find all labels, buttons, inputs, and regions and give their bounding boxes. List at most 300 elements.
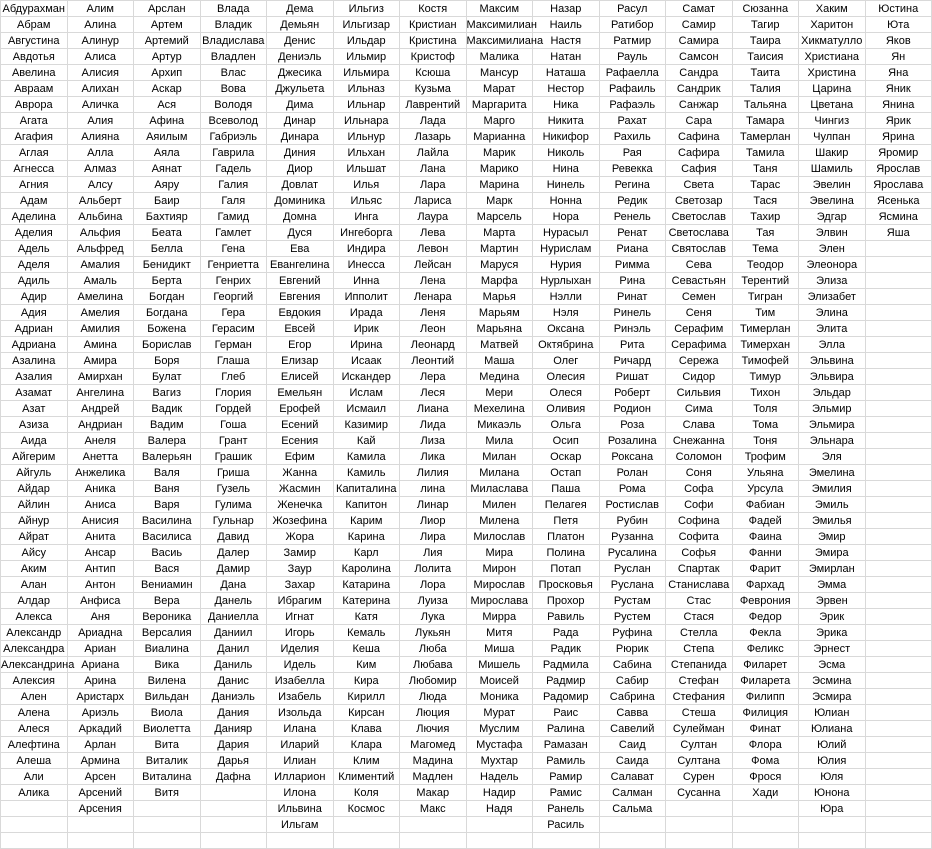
sheet-cell[interactable]: Леонард — [400, 337, 467, 353]
sheet-cell[interactable]: Таита — [732, 65, 799, 81]
sheet-cell[interactable]: Финат — [732, 721, 799, 737]
sheet-cell[interactable]: Кирсан — [333, 705, 400, 721]
sheet-cell[interactable]: Урсула — [732, 481, 799, 497]
sheet-cell[interactable]: Стефания — [666, 689, 733, 705]
sheet-cell[interactable]: Лилия — [400, 465, 467, 481]
sheet-cell[interactable]: Каролина — [333, 561, 400, 577]
sheet-cell[interactable]: Фанни — [732, 545, 799, 561]
sheet-cell[interactable]: Аскар — [134, 81, 201, 97]
sheet-cell[interactable]: Сандрик — [666, 81, 733, 97]
sheet-cell[interactable] — [865, 321, 932, 337]
sheet-cell[interactable]: Катарина — [333, 577, 400, 593]
sheet-cell[interactable]: Аяилым — [134, 129, 201, 145]
sheet-cell[interactable]: Евгений — [267, 273, 334, 289]
sheet-cell[interactable] — [865, 481, 932, 497]
sheet-cell[interactable]: Владлен — [200, 49, 267, 65]
sheet-cell[interactable]: Рафаиль — [599, 81, 666, 97]
sheet-cell[interactable]: Ильдар — [333, 33, 400, 49]
sheet-cell[interactable]: Антон — [67, 577, 134, 593]
sheet-cell[interactable]: Алиса — [67, 49, 134, 65]
sheet-cell[interactable]: Катерина — [333, 593, 400, 609]
sheet-cell[interactable]: Алихан — [67, 81, 134, 97]
sheet-cell[interactable]: Беата — [134, 225, 201, 241]
sheet-cell[interactable]: Самсон — [666, 49, 733, 65]
sheet-cell[interactable]: Ален — [1, 689, 68, 705]
sheet-cell[interactable]: Адиль — [1, 273, 68, 289]
sheet-cell[interactable]: Марик — [466, 145, 533, 161]
sheet-cell[interactable]: Маруся — [466, 257, 533, 273]
sheet-cell[interactable]: Леся — [400, 385, 467, 401]
sheet-cell[interactable]: Алика — [1, 785, 68, 801]
sheet-cell[interactable]: Глеб — [200, 369, 267, 385]
sheet-cell[interactable]: Милен — [466, 497, 533, 513]
sheet-cell[interactable]: Клим — [333, 753, 400, 769]
sheet-cell[interactable]: Юлия — [799, 753, 866, 769]
sheet-cell[interactable]: Лена — [400, 273, 467, 289]
sheet-cell[interactable] — [666, 817, 733, 833]
sheet-cell[interactable]: Стеша — [666, 705, 733, 721]
sheet-cell[interactable]: Мира — [466, 545, 533, 561]
sheet-cell[interactable]: Лукьян — [400, 625, 467, 641]
sheet-cell[interactable]: Ярослава — [865, 177, 932, 193]
sheet-cell[interactable]: Султан — [666, 737, 733, 753]
sheet-cell[interactable]: Алеша — [1, 753, 68, 769]
sheet-cell[interactable]: Рафаелла — [599, 65, 666, 81]
sheet-cell[interactable]: Марк — [466, 193, 533, 209]
sheet-cell[interactable]: Влада — [200, 1, 267, 17]
sheet-cell[interactable] — [865, 705, 932, 721]
sheet-cell[interactable]: Емельян — [267, 385, 334, 401]
sheet-cell[interactable] — [732, 817, 799, 833]
sheet-cell[interactable] — [865, 305, 932, 321]
sheet-cell[interactable]: Никита — [533, 113, 600, 129]
sheet-cell[interactable]: Ника — [533, 97, 600, 113]
sheet-cell[interactable]: Сафия — [666, 161, 733, 177]
sheet-cell[interactable]: Рамир — [533, 769, 600, 785]
sheet-cell[interactable]: Вита — [134, 737, 201, 753]
sheet-cell[interactable]: Эмир — [799, 529, 866, 545]
sheet-cell[interactable]: Артемий — [134, 33, 201, 49]
sheet-cell[interactable]: Эсмина — [799, 673, 866, 689]
sheet-cell[interactable]: Эмелина — [799, 465, 866, 481]
sheet-cell[interactable]: Ясенька — [865, 193, 932, 209]
sheet-cell[interactable]: Вася — [134, 561, 201, 577]
sheet-cell[interactable]: Флора — [732, 737, 799, 753]
sheet-cell[interactable]: Феврония — [732, 593, 799, 609]
sheet-cell[interactable]: Стелла — [666, 625, 733, 641]
sheet-cell[interactable]: Божена — [134, 321, 201, 337]
sheet-cell[interactable]: Алексия — [1, 673, 68, 689]
sheet-cell[interactable] — [400, 833, 467, 849]
sheet-cell[interactable] — [865, 449, 932, 465]
sheet-cell[interactable]: Лайла — [400, 145, 467, 161]
sheet-cell[interactable]: Алекса — [1, 609, 68, 625]
sheet-cell[interactable]: Соня — [666, 465, 733, 481]
sheet-cell[interactable]: Довлат — [267, 177, 334, 193]
sheet-cell[interactable]: Эмиль — [799, 497, 866, 513]
sheet-cell[interactable]: Мирра — [466, 609, 533, 625]
sheet-cell[interactable]: Леонтий — [400, 353, 467, 369]
sheet-cell[interactable] — [1, 833, 68, 849]
sheet-cell[interactable]: Анита — [67, 529, 134, 545]
sheet-cell[interactable] — [400, 817, 467, 833]
sheet-cell[interactable]: Моисей — [466, 673, 533, 689]
sheet-cell[interactable]: Ратмир — [599, 33, 666, 49]
sheet-cell[interactable]: Егор — [267, 337, 334, 353]
sheet-cell[interactable]: Володя — [200, 97, 267, 113]
sheet-cell[interactable]: Трофим — [732, 449, 799, 465]
sheet-cell[interactable]: Бенидикт — [134, 257, 201, 273]
sheet-cell[interactable]: Лиза — [400, 433, 467, 449]
sheet-cell[interactable]: Сильвия — [666, 385, 733, 401]
sheet-cell[interactable]: Кристиан — [400, 17, 467, 33]
sheet-cell[interactable]: Лаура — [400, 209, 467, 225]
sheet-cell[interactable]: Сережа — [666, 353, 733, 369]
sheet-cell[interactable]: Авдотья — [1, 49, 68, 65]
sheet-cell[interactable]: Макар — [400, 785, 467, 801]
sheet-cell[interactable]: Серафим — [666, 321, 733, 337]
sheet-cell[interactable]: Алинур — [67, 33, 134, 49]
sheet-cell[interactable]: Августина — [1, 33, 68, 49]
sheet-cell[interactable]: Ипполит — [333, 289, 400, 305]
sheet-cell[interactable]: Маша — [466, 353, 533, 369]
sheet-cell[interactable]: Лада — [400, 113, 467, 129]
sheet-cell[interactable]: Есения — [267, 433, 334, 449]
sheet-cell[interactable]: Эльмир — [799, 401, 866, 417]
sheet-cell[interactable]: Эльнара — [799, 433, 866, 449]
sheet-cell[interactable]: Радомир — [533, 689, 600, 705]
sheet-cell[interactable]: Валерьян — [134, 449, 201, 465]
sheet-cell[interactable]: Юлиана — [799, 721, 866, 737]
sheet-cell[interactable]: Адия — [1, 305, 68, 321]
sheet-cell[interactable]: Игорь — [267, 625, 334, 641]
sheet-cell[interactable] — [799, 817, 866, 833]
sheet-cell[interactable]: Лариса — [400, 193, 467, 209]
sheet-cell[interactable]: Рахат — [599, 113, 666, 129]
sheet-cell[interactable]: Лаврентий — [400, 97, 467, 113]
sheet-cell[interactable]: Ибрагим — [267, 593, 334, 609]
sheet-cell[interactable]: Эсмира — [799, 689, 866, 705]
sheet-cell[interactable]: Осип — [533, 433, 600, 449]
sheet-cell[interactable]: Ришат — [599, 369, 666, 385]
sheet-cell[interactable]: Илана — [267, 721, 334, 737]
sheet-cell[interactable]: Ирина — [333, 337, 400, 353]
sheet-cell[interactable]: Эвелина — [799, 193, 866, 209]
sheet-cell[interactable]: Софита — [666, 529, 733, 545]
sheet-cell[interactable]: Спартак — [666, 561, 733, 577]
sheet-cell[interactable]: Евангелина — [267, 257, 334, 273]
sheet-cell[interactable]: Бахтияр — [134, 209, 201, 225]
sheet-cell[interactable] — [865, 417, 932, 433]
sheet-cell[interactable]: Илиан — [267, 753, 334, 769]
sheet-cell[interactable]: Светозар — [666, 193, 733, 209]
sheet-cell[interactable]: Слава — [666, 417, 733, 433]
sheet-cell[interactable]: Алсу — [67, 177, 134, 193]
sheet-cell[interactable]: Рахиль — [599, 129, 666, 145]
sheet-cell[interactable]: Вадим — [134, 417, 201, 433]
sheet-cell[interactable]: Ангелина — [67, 385, 134, 401]
sheet-cell[interactable]: Прохор — [533, 593, 600, 609]
sheet-cell[interactable]: Лазарь — [400, 129, 467, 145]
sheet-cell[interactable]: Замир — [267, 545, 334, 561]
sheet-cell[interactable]: Грант — [200, 433, 267, 449]
sheet-cell[interactable]: Ильвина — [267, 801, 334, 817]
sheet-cell[interactable] — [599, 817, 666, 833]
sheet-cell[interactable]: Рада — [533, 625, 600, 641]
sheet-cell[interactable]: Снежанна — [666, 433, 733, 449]
sheet-cell[interactable]: Виола — [134, 705, 201, 721]
sheet-cell[interactable]: Элиза — [799, 273, 866, 289]
sheet-cell[interactable]: Савва — [599, 705, 666, 721]
sheet-cell[interactable]: Данель — [200, 593, 267, 609]
sheet-cell[interactable]: Филиция — [732, 705, 799, 721]
sheet-cell[interactable]: Ярик — [865, 113, 932, 129]
sheet-cell[interactable]: Исаак — [333, 353, 400, 369]
sheet-cell[interactable]: Даниль — [200, 657, 267, 673]
sheet-cell[interactable] — [865, 641, 932, 657]
sheet-cell[interactable]: Святослав — [666, 241, 733, 257]
sheet-cell[interactable]: Герасим — [200, 321, 267, 337]
sheet-cell[interactable]: Полина — [533, 545, 600, 561]
sheet-cell[interactable]: Дана — [200, 577, 267, 593]
sheet-cell[interactable]: Ильгизар — [333, 17, 400, 33]
sheet-cell[interactable]: Сусанна — [666, 785, 733, 801]
sheet-cell[interactable]: Эмилия — [799, 481, 866, 497]
sheet-cell[interactable]: Радмила — [533, 657, 600, 673]
sheet-cell[interactable]: Гамид — [200, 209, 267, 225]
sheet-cell[interactable]: Боря — [134, 353, 201, 369]
sheet-cell[interactable]: Тема — [732, 241, 799, 257]
sheet-cell[interactable] — [865, 673, 932, 689]
sheet-cell[interactable]: Саида — [599, 753, 666, 769]
sheet-cell[interactable]: Настя — [533, 33, 600, 49]
sheet-cell[interactable]: Лейсан — [400, 257, 467, 273]
sheet-cell[interactable] — [134, 817, 201, 833]
sheet-cell[interactable]: Айгуль — [1, 465, 68, 481]
sheet-cell[interactable]: Николь — [533, 145, 600, 161]
sheet-cell[interactable]: Рома — [599, 481, 666, 497]
sheet-cell[interactable] — [1, 801, 68, 817]
sheet-cell[interactable]: Элла — [799, 337, 866, 353]
sheet-cell[interactable]: Ренат — [599, 225, 666, 241]
sheet-cell[interactable]: Микаэль — [466, 417, 533, 433]
sheet-cell[interactable]: Алина — [67, 17, 134, 33]
sheet-cell[interactable] — [865, 785, 932, 801]
sheet-cell[interactable]: Ислам — [333, 385, 400, 401]
sheet-cell[interactable] — [865, 817, 932, 833]
sheet-cell[interactable]: Руслана — [599, 577, 666, 593]
sheet-cell[interactable]: Расул — [599, 1, 666, 17]
sheet-cell[interactable]: Аяла — [134, 145, 201, 161]
sheet-cell[interactable]: Захар — [267, 577, 334, 593]
sheet-cell[interactable] — [333, 833, 400, 849]
sheet-cell[interactable]: Тимофей — [732, 353, 799, 369]
sheet-cell[interactable]: Глория — [200, 385, 267, 401]
sheet-cell[interactable]: Фрося — [732, 769, 799, 785]
sheet-cell[interactable]: Вилена — [134, 673, 201, 689]
sheet-cell[interactable]: Кристина — [400, 33, 467, 49]
sheet-cell[interactable]: Ратибор — [599, 17, 666, 33]
sheet-cell[interactable]: Риана — [599, 241, 666, 257]
sheet-cell[interactable]: Марианна — [466, 129, 533, 145]
sheet-cell[interactable]: Нэлли — [533, 289, 600, 305]
sheet-cell[interactable]: Розалина — [599, 433, 666, 449]
sheet-cell[interactable]: Нинель — [533, 177, 600, 193]
sheet-cell[interactable]: Сафира — [666, 145, 733, 161]
sheet-cell[interactable]: Платон — [533, 529, 600, 545]
sheet-cell[interactable]: Рафаэль — [599, 97, 666, 113]
sheet-cell[interactable]: Ариана — [67, 657, 134, 673]
sheet-cell[interactable]: Климентий — [333, 769, 400, 785]
sheet-cell[interactable]: Азалия — [1, 369, 68, 385]
sheet-cell[interactable]: Ариэль — [67, 705, 134, 721]
sheet-cell[interactable]: Наташа — [533, 65, 600, 81]
sheet-cell[interactable]: Рая — [599, 145, 666, 161]
sheet-cell[interactable]: Ленара — [400, 289, 467, 305]
sheet-cell[interactable]: Аянат — [134, 161, 201, 177]
sheet-cell[interactable]: Ильгиз — [333, 1, 400, 17]
sheet-cell[interactable]: Амина — [67, 337, 134, 353]
sheet-cell[interactable]: Хаким — [799, 1, 866, 17]
sheet-cell[interactable]: Эмма — [799, 577, 866, 593]
sheet-cell[interactable]: Лира — [400, 529, 467, 545]
sheet-cell[interactable]: Семен — [666, 289, 733, 305]
sheet-cell[interactable] — [865, 385, 932, 401]
sheet-cell[interactable]: Эвелин — [799, 177, 866, 193]
sheet-cell[interactable]: Аниса — [67, 497, 134, 513]
sheet-cell[interactable]: Руфина — [599, 625, 666, 641]
sheet-cell[interactable]: Лолита — [400, 561, 467, 577]
sheet-cell[interactable]: Медина — [466, 369, 533, 385]
sheet-cell[interactable]: Ольга — [533, 417, 600, 433]
sheet-cell[interactable]: Юра — [799, 801, 866, 817]
sheet-cell[interactable]: Динара — [267, 129, 334, 145]
sheet-cell[interactable]: Домна — [267, 209, 334, 225]
sheet-cell[interactable]: Ирада — [333, 305, 400, 321]
sheet-cell[interactable]: Савелий — [599, 721, 666, 737]
sheet-cell[interactable]: Агнесса — [1, 161, 68, 177]
sheet-cell[interactable]: Степанида — [666, 657, 733, 673]
sheet-cell[interactable]: Рамис — [533, 785, 600, 801]
sheet-cell[interactable]: Жанна — [267, 465, 334, 481]
sheet-cell[interactable]: Саид — [599, 737, 666, 753]
sheet-cell[interactable]: Женечка — [267, 497, 334, 513]
sheet-cell[interactable]: Марьям — [466, 305, 533, 321]
sheet-cell[interactable]: Армина — [67, 753, 134, 769]
sheet-cell[interactable] — [67, 817, 134, 833]
sheet-cell[interactable]: Владик — [200, 17, 267, 33]
sheet-cell[interactable]: Гена — [200, 241, 267, 257]
sheet-cell[interactable]: Катя — [333, 609, 400, 625]
sheet-cell[interactable]: Тамара — [732, 113, 799, 129]
sheet-cell[interactable]: Мустафа — [466, 737, 533, 753]
sheet-cell[interactable]: Олег — [533, 353, 600, 369]
sheet-cell[interactable]: Эльмира — [799, 417, 866, 433]
sheet-cell[interactable]: Дария — [200, 737, 267, 753]
sheet-cell[interactable]: Гоша — [200, 417, 267, 433]
sheet-cell[interactable]: Ринель — [599, 305, 666, 321]
sheet-cell[interactable] — [865, 513, 932, 529]
sheet-cell[interactable]: Тимерлан — [732, 321, 799, 337]
sheet-cell[interactable] — [732, 833, 799, 849]
sheet-cell[interactable]: Абдурахман — [1, 1, 68, 17]
sheet-cell[interactable]: Ксюша — [400, 65, 467, 81]
sheet-cell[interactable]: Рустем — [599, 609, 666, 625]
sheet-cell[interactable]: Станислава — [666, 577, 733, 593]
sheet-cell[interactable] — [200, 785, 267, 801]
sheet-cell[interactable]: Ильнар — [333, 97, 400, 113]
sheet-cell[interactable]: Альфия — [67, 225, 134, 241]
sheet-cell[interactable]: Мирослава — [466, 593, 533, 609]
sheet-cell[interactable]: Таня — [732, 161, 799, 177]
sheet-cell[interactable]: Амелина — [67, 289, 134, 305]
sheet-cell[interactable]: Фабиан — [732, 497, 799, 513]
sheet-cell[interactable]: Роберт — [599, 385, 666, 401]
sheet-cell[interactable]: Эрик — [799, 609, 866, 625]
sheet-cell[interactable]: Степа — [666, 641, 733, 657]
sheet-cell[interactable]: Стефан — [666, 673, 733, 689]
sheet-cell[interactable]: Мирослав — [466, 577, 533, 593]
sheet-cell[interactable]: Изабелла — [267, 673, 334, 689]
sheet-cell[interactable]: Нэля — [533, 305, 600, 321]
sheet-cell[interactable]: Васиь — [134, 545, 201, 561]
sheet-cell[interactable]: Рубин — [599, 513, 666, 529]
sheet-cell[interactable]: Остап — [533, 465, 600, 481]
sheet-cell[interactable] — [865, 753, 932, 769]
sheet-cell[interactable]: Элита — [799, 321, 866, 337]
sheet-cell[interactable]: Диор — [267, 161, 334, 177]
sheet-cell[interactable]: Сурен — [666, 769, 733, 785]
sheet-cell[interactable]: Редик — [599, 193, 666, 209]
sheet-cell[interactable]: Сима — [666, 401, 733, 417]
sheet-cell[interactable]: Архип — [134, 65, 201, 81]
sheet-cell[interactable]: Олесия — [533, 369, 600, 385]
sheet-cell[interactable]: Александра — [1, 641, 68, 657]
sheet-cell[interactable]: Эля — [799, 449, 866, 465]
sheet-cell[interactable]: Адир — [1, 289, 68, 305]
sheet-cell[interactable]: Дания — [200, 705, 267, 721]
sheet-cell[interactable]: Малика — [466, 49, 533, 65]
sheet-cell[interactable]: Данил — [200, 641, 267, 657]
sheet-cell[interactable]: Глаша — [200, 353, 267, 369]
sheet-cell[interactable]: Фархад — [732, 577, 799, 593]
sheet-cell[interactable]: Валя — [134, 465, 201, 481]
sheet-cell[interactable]: Санжар — [666, 97, 733, 113]
sheet-cell[interactable]: Миша — [466, 641, 533, 657]
sheet-cell[interactable]: Ильшат — [333, 161, 400, 177]
sheet-cell[interactable]: Фаина — [732, 529, 799, 545]
sheet-cell[interactable]: Эмирлан — [799, 561, 866, 577]
sheet-cell[interactable]: Рустам — [599, 593, 666, 609]
sheet-cell[interactable]: Анжелика — [67, 465, 134, 481]
sheet-cell[interactable]: Адриана — [1, 337, 68, 353]
sheet-cell[interactable]: Линар — [400, 497, 467, 513]
sheet-cell[interactable]: Варя — [134, 497, 201, 513]
sheet-cell[interactable] — [666, 801, 733, 817]
sheet-cell[interactable]: Потап — [533, 561, 600, 577]
sheet-cell[interactable]: Гульнар — [200, 513, 267, 529]
sheet-cell[interactable]: Амалия — [67, 257, 134, 273]
sheet-cell[interactable]: Эрика — [799, 625, 866, 641]
sheet-cell[interactable]: Айгерим — [1, 449, 68, 465]
sheet-cell[interactable]: Юта — [865, 17, 932, 33]
sheet-cell[interactable]: Сюзанна — [732, 1, 799, 17]
sheet-cell[interactable]: Артур — [134, 49, 201, 65]
sheet-cell[interactable]: Таира — [732, 33, 799, 49]
sheet-cell[interactable]: Христиана — [799, 49, 866, 65]
sheet-cell[interactable]: Аида — [1, 433, 68, 449]
sheet-cell[interactable] — [865, 721, 932, 737]
